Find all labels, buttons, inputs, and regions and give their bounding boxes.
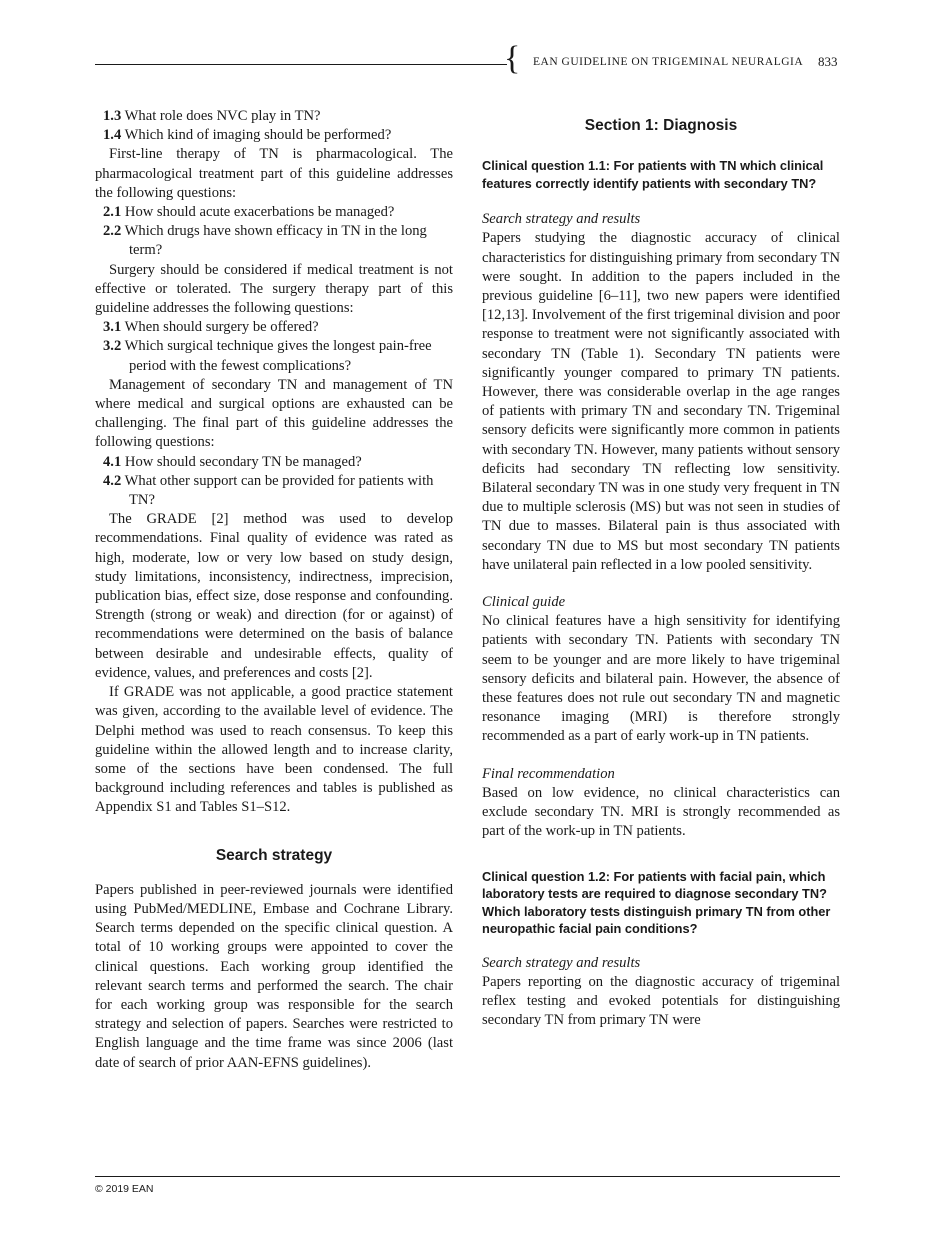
paragraph-management: Management of secondary TN and management of TN where medical and surgical options are exhausted can be challenging. The final part of this guideline addresses the following questions: [95, 376, 453, 451]
paragraph-search-strategy: Papers published in peer-reviewed journals were identified using PubMed/MEDLINE, Embase and Cochrane Library. Search terms depended on the specific clinical question. A total of 10 working groups were appointed to cover the clinical questions. Each working group identified the relevant search terms and performed the search. The chair for each working group was responsible for the search strategy and selection of papers. Searches were restricted to English language and the time frame was since 2006 (last date of search of prior AAN-EFNS guidelines). [95, 881, 453, 1071]
paragraph-final-recommendation: Based on low evidence, no clinical characteristics can exclude secondary TN. MRI is strongly recommended as part of the work-up in TN patients. [482, 784, 840, 840]
footer-copyright: © 2019 EAN [95, 1183, 154, 1195]
right-column [482, 116, 840, 1030]
paragraph-surgery: Surgery should be considered if medical treatment is not effective or tolerated. The surgery therapy part of this guideline addresses the following questions: [95, 261, 453, 317]
question-2-1: 2.1 How should acute exacerbations be managed? [103, 204, 395, 221]
question-2-2: 2.2 Which drugs have shown efficacy in TN in the long term? [103, 223, 427, 259]
question-3-2: 3.2 Which surgical technique gives the longest pain-free period with the fewest complications? [103, 338, 432, 374]
paragraph-delphi: If GRADE was not applicable, a good practice statement was given, according to the available level of evidence. The Delphi method was used to reach consensus. To keep this guideline within the allowed length and to increase clarity, some of the sections have been condensed. The full background including references and tables is published as Appendix S1 and Tables S1–S12. [95, 684, 453, 816]
clinical-question-1-1: Clinical question 1.1: For patients with TN which clinical features correctly identify patients with secondary TN? [482, 158, 824, 191]
question-4-1: 4.1 How should secondary TN be managed? [103, 453, 362, 470]
paragraph-grade: The GRADE [2] method was used to develop recommendations. Final quality of evidence was rated as high, moderate, low or very low based on study design, study limitations, inconsistency, indirectness, imprecision, publication bias, effect size, dose response and confounding. Strength (strong or weak) and direction (for or against) of recommendations were determined on the basis of balance between desirable and undesirable effects, quality of evidence, values, and preferences and costs [2]. [95, 511, 453, 681]
paragraph-search-results-1: Papers studying the diagnostic accuracy of clinical characteristics for distinguishing primary from secondary TN were sought. In addition to the papers included in the previous guideline [6–11], two new papers were identified [12,13]. Involvement of the first trigeminal division and poor response to treatment were not significantly associated with secondary TN (Table 1). Secondary TN patients were significantly younger compared to primary TN patients. However, there was considerable overlap in the age ranges of patients with primary TN and secondary TN. Trigeminal sensory deficits were significantly more common in patients with secondary TN. However, many patients without sensory deficits had secondary TN reflecting low sensitivity. Bilateral secondary TN was in one study very frequent in TN due to multiple sclerosis (MS) but was not seen in studies of TN due to masses. Bilateral pain is thus associated with secondary TN due to MS but most secondary TN patients have unilateral pain reflected in a low pooled sensitivity. [482, 230, 840, 573]
subheading-final-recommendation: Final recommendation [482, 765, 615, 782]
subheading-clinical-guide: Clinical guide [482, 594, 566, 611]
question-3-1: 3.1 When should surgery be offered? [103, 319, 319, 336]
running-head: EAN GUIDELINE ON TRIGEMINAL NEURALGIA [533, 56, 804, 68]
header-rule [95, 64, 507, 65]
subheading-search-results-2: Search strategy and results [482, 954, 641, 971]
section-1-heading: Section 1: Diagnosis [584, 117, 738, 134]
subheading-search-results-1: Search strategy and results [482, 211, 641, 228]
paragraph-pharmacological: First-line therapy of TN is pharmacological. The pharmacological treatment part of this guideline addresses the following questions: [95, 146, 453, 201]
question-1-4: 1.4 Which kind of imaging should be performed? [103, 127, 392, 144]
left-column [95, 107, 453, 1073]
page-number: 833 [818, 54, 838, 69]
paragraph-clinical-guide: No clinical features have a high sensitivity for identifying patients with secondary TN. Patients with secondary TN seem to be younger and are more likely to have trigeminal sensory deficits and bilateral pain. However, the absence of these features does not rule out secondary TN and magnetic resonance imaging (MRI) is therefore strongly recommended as a part of early work-up in TN patients. [482, 613, 840, 745]
question-4-2: 4.2 What other support can be provided for patients with TN? [103, 472, 434, 509]
header-brace: { [504, 40, 521, 77]
paragraph-search-results-2: Papers reporting on the diagnostic accuracy of trigeminal reflex testing and evoked potentials for distinguishing secondary TN from primary TN were [482, 973, 840, 1029]
clinical-question-1-2: Clinical question 1.2: For patients with facial pain, which laboratory tests are required to diagnose secondary TN? Which laboratory tests distinguish primary TN from other neuropathic facial pain conditions? [482, 868, 831, 936]
footer-rule [95, 1176, 840, 1177]
search-strategy-heading: Search strategy [215, 846, 333, 864]
question-1-3: 1.3 What role does NVC play in TN? [103, 108, 321, 124]
